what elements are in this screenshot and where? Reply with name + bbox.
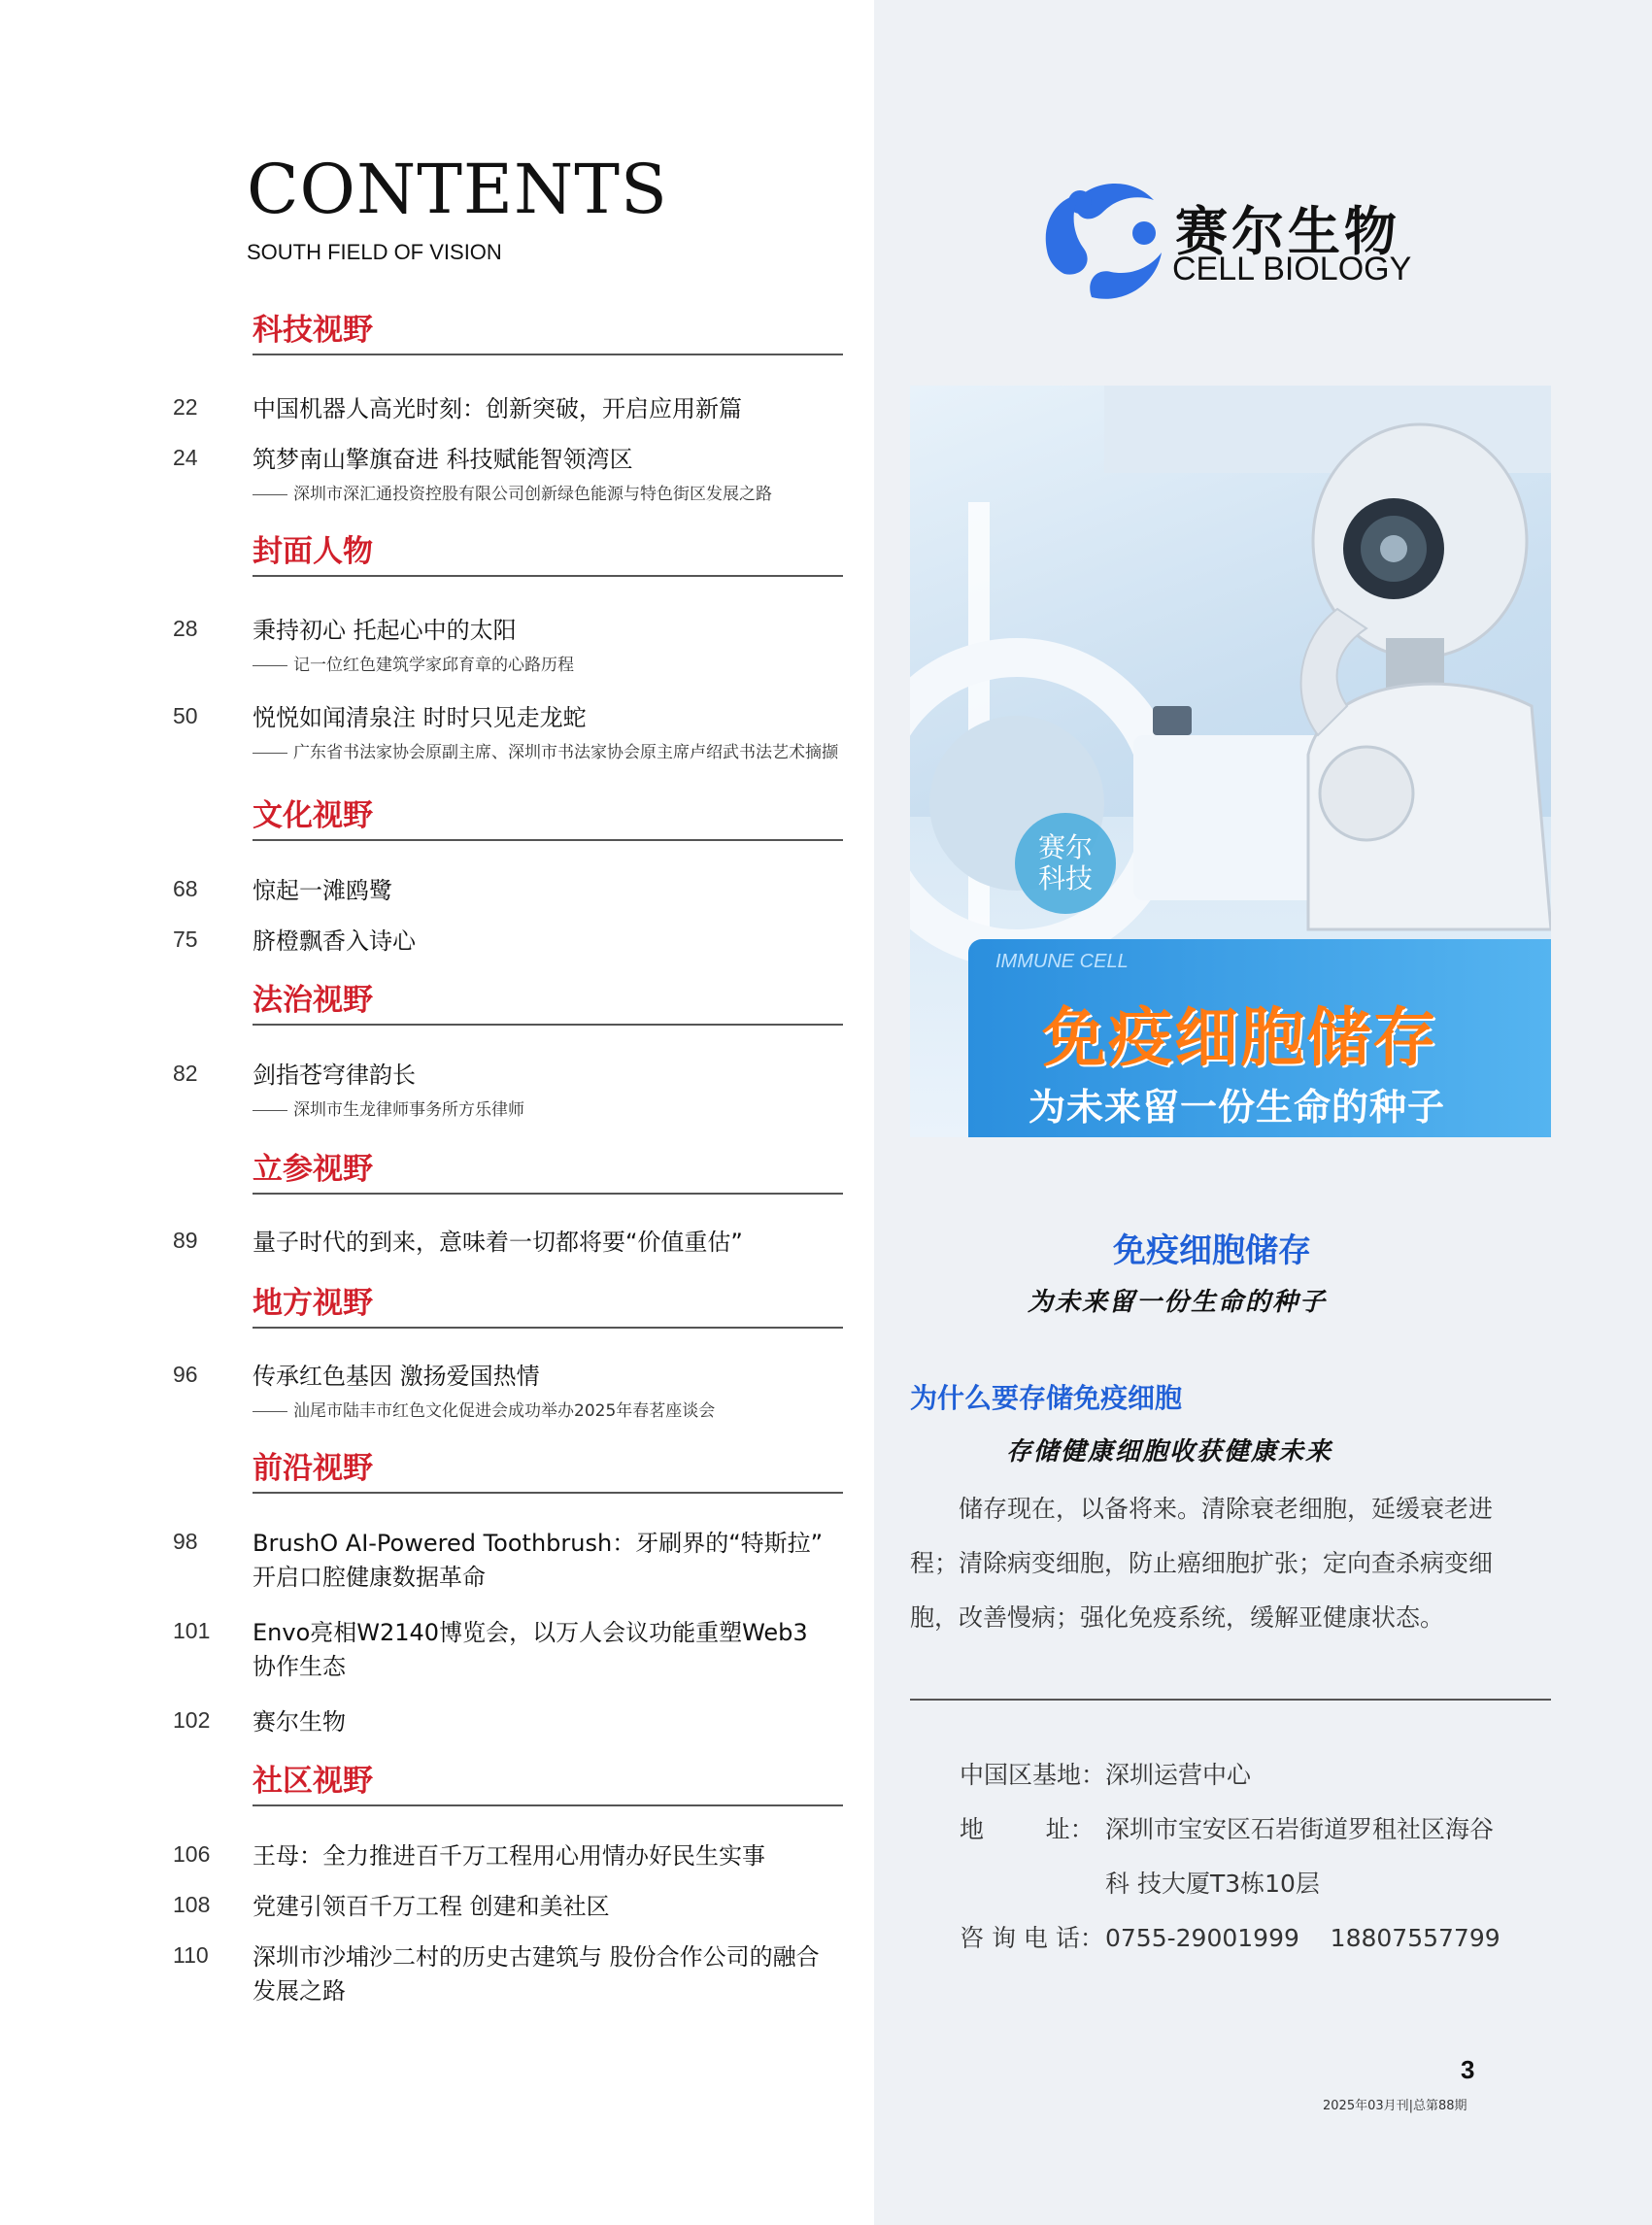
toc-entry[interactable] [173, 701, 884, 764]
entry-subtitle: 广东省书法家协会原副主席、深圳市书法家协会原主席卢绍武书法艺术摘撷 [253, 741, 884, 764]
section-lican [253, 1148, 843, 1195]
page-number: 96 [173, 1362, 198, 1387]
entry-title-line2: 开启口腔健康数据革命 [253, 1564, 486, 1591]
entry-title: 中国机器人高光时刻：创新突破，开启应用新篇 [253, 395, 742, 422]
banner-subline: 为未来留一份生命的种子 [1028, 1086, 1446, 1129]
toc-entry[interactable] [173, 1705, 884, 1739]
dash-rule [253, 1110, 287, 1111]
entry-subtitle: 深圳市生龙律师事务所方乐律师 [253, 1098, 884, 1122]
entry-title: 赛尔生物 [253, 1708, 346, 1736]
page-number: 98 [173, 1529, 198, 1554]
dash-rule [253, 665, 287, 666]
section-heading: 立参视野 [253, 1148, 843, 1195]
cell-biology-logo-icon [1035, 173, 1171, 305]
page-number: 89 [173, 1228, 198, 1253]
page-number: 110 [173, 1942, 209, 1968]
contact-base [960, 1758, 1581, 1793]
toc-entry[interactable] [173, 392, 884, 426]
contact-address-2 [1105, 1867, 1652, 1902]
entry-title: 筑梦南山擎旗奋进 科技赋能智领湾区 [253, 446, 633, 473]
base-label: 中国区基地： [960, 1761, 1106, 1789]
entry-title: 量子时代的到来，意味着一切都将要“价值重估” [253, 1229, 743, 1256]
entry-subtitle: 记一位红色建筑学家邱育章的心路历程 [253, 654, 884, 677]
section-keji [253, 309, 843, 355]
page-number: 108 [173, 1892, 211, 1917]
entry-title: 剑指苍穹律韵长 [253, 1062, 416, 1089]
entry-title: 王母：全力推进百千万工程用心用情办好民生实事 [253, 1842, 765, 1870]
entry-subtitle: 汕尾市陆丰市红色文化促进会成功举办2025年春茗座谈会 [253, 1399, 884, 1423]
dash-rule [253, 753, 287, 754]
toc-entry[interactable] [173, 1890, 884, 1924]
entry-title: 脐橙飘香入诗心 [253, 927, 416, 955]
entry-title: 党建引领百千万工程 创建和美社区 [253, 1893, 610, 1920]
divider [910, 1699, 1551, 1701]
section-heading: 前沿视野 [253, 1447, 843, 1494]
address-line-1: 深圳市宝安区石岩街道罗租社区海谷 [1105, 1815, 1495, 1843]
page-number: 82 [173, 1061, 198, 1086]
brand-badge: 赛尔 科技 [1015, 813, 1116, 914]
entry-title: 惊起一滩鸥鹭 [253, 877, 392, 904]
section-qianyan [253, 1447, 843, 1494]
toc-entry[interactable] [173, 443, 884, 506]
phone-label: 咨 询 电 话： [960, 1924, 1104, 1952]
contents-title: CONTENTS [247, 150, 668, 229]
page-number: 28 [173, 616, 198, 641]
section-heading: 社区视野 [253, 1760, 843, 1806]
entry-title: BrushO AI-Powered Toothbrush：牙刷界的“特斯拉” [253, 1530, 824, 1557]
toc-entry[interactable] [173, 925, 884, 959]
entry-title: Envo亮相W2140博览会，以万人会议功能重塑Web3 [253, 1619, 808, 1646]
why-subheading: 存储健康细胞收获健康未来 [1006, 1437, 1333, 1466]
why-body: 储存现在，以备将来。清除衰老细胞，延缓衰老进程；清除病变细胞，防止癌细胞扩张；定向查杀病变细胞，改善慢病；强化免疫系统，缓解亚健康状态。 [910, 1495, 1494, 1632]
toc-entry[interactable] [173, 1059, 884, 1122]
page-number: 68 [173, 876, 198, 901]
ad-title: 免疫细胞储存 [1113, 1231, 1311, 1270]
section-heading: 法治视野 [253, 979, 843, 1026]
entry-title-line2: 发展之路 [253, 1977, 346, 2005]
toc-entry[interactable] [173, 1616, 884, 1684]
entry-subtitle: 深圳市深汇通投资控股有限公司创新绿色能源与特色街区发展之路 [253, 483, 884, 506]
page-number: 50 [173, 703, 198, 728]
entry-title-line2: 协作生态 [253, 1653, 346, 1680]
entry-title: 深圳市沙埔沙二村的历史古建筑与 股份合作公司的融合 [253, 1943, 820, 1971]
toc-entry[interactable] [173, 1527, 884, 1595]
base-value: 深圳运营中心 [1105, 1761, 1252, 1789]
page-number: 106 [173, 1841, 211, 1867]
ad-subtitle: 为未来留一份生命的种子 [1028, 1288, 1328, 1317]
entry-title: 悦悦如闻清泉注 时时只见走龙蛇 [253, 704, 587, 731]
section-shequ [253, 1760, 843, 1806]
brand-name-cn: 赛尔生物 [1175, 201, 1400, 262]
banner-english: IMMUNE CELL [995, 951, 1129, 972]
dash-rule [253, 494, 287, 495]
brand-name-en: CELL BIOLOGY [1172, 251, 1412, 287]
contact-phone [960, 1921, 1581, 1956]
page-number: 22 [173, 394, 198, 420]
section-heading: 封面人物 [253, 530, 843, 577]
toc-entry[interactable] [173, 874, 884, 908]
robot-icon [1301, 424, 1551, 929]
banner-headline: 免疫细胞储存 [1042, 1000, 1438, 1075]
section-heading: 科技视野 [253, 309, 843, 355]
phone-value: 0755-29001999 18807557799 [1105, 1924, 1500, 1952]
contents-subtitle: SOUTH FIELD OF VISION [247, 240, 502, 264]
page-number: 102 [173, 1707, 211, 1733]
issue-info: 2025年03月刊|总第88期 [1323, 2099, 1467, 2113]
entry-title: 秉持初心 托起心中的太阳 [253, 617, 517, 644]
toc-entry[interactable] [173, 1940, 884, 2008]
section-fazhi [253, 979, 843, 1026]
page-number: 101 [173, 1618, 211, 1643]
contact-address [960, 1812, 1581, 1847]
toc-entry[interactable] [173, 1360, 884, 1423]
why-heading: 为什么要存储免疫细胞 [910, 1382, 1183, 1414]
section-heading: 地方视野 [253, 1282, 843, 1329]
address-label: 地 址： [960, 1815, 1095, 1843]
toc-entry[interactable] [173, 614, 884, 677]
section-heading: 文化视野 [253, 794, 843, 841]
page-number: 24 [173, 445, 198, 470]
toc-entry[interactable] [173, 1839, 884, 1873]
section-wenhua [253, 794, 843, 841]
dash-rule [253, 1411, 287, 1412]
page-number: 75 [173, 927, 198, 952]
address-line-2: 科 技大厦T3栋10层 [1105, 1870, 1320, 1898]
section-difang [253, 1282, 843, 1329]
entry-title: 传承红色基因 激扬爱国热情 [253, 1363, 540, 1390]
section-fengmian [253, 530, 843, 577]
toc-entry[interactable] [173, 1226, 884, 1260]
page-number-footer: 3 [1461, 2055, 1475, 2084]
